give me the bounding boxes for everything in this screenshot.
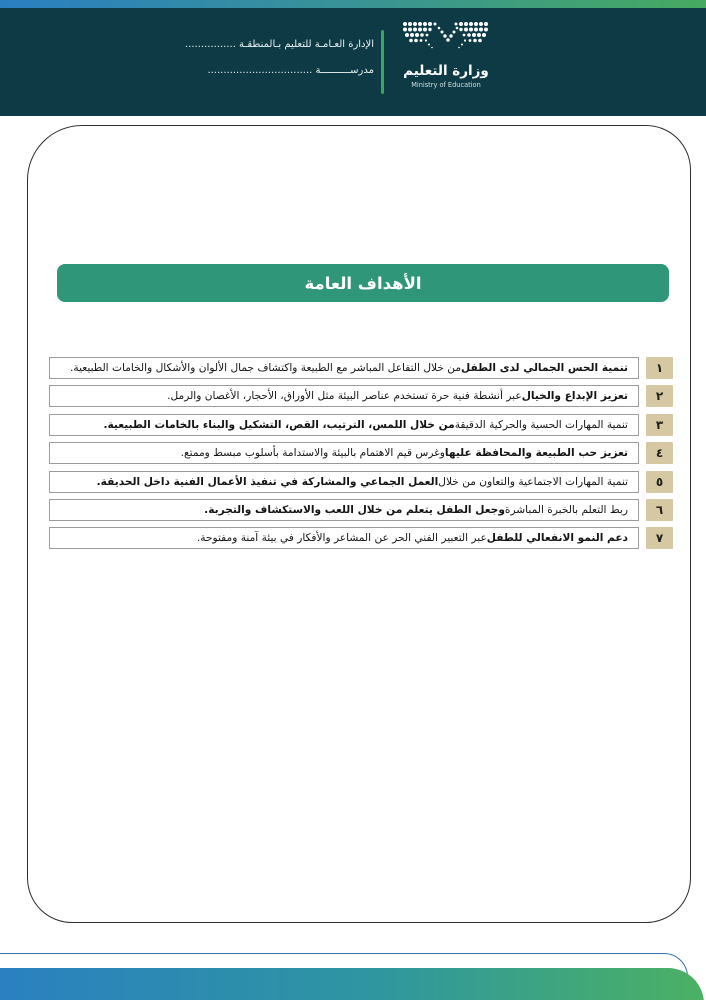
objective-text-regular: وغرس قيم الاهتمام بالبيئة والاستدامة بأسلوب مبسط وممتع. bbox=[180, 447, 445, 460]
row-number-badge: ٢ bbox=[646, 385, 673, 407]
objective-text-bold: من خلال اللمس، الترتيب، القص، التشكيل والبناء بالخامات الطبيعية. bbox=[103, 418, 455, 431]
row-number-badge: ٤ bbox=[646, 442, 673, 464]
row-number-badge: ٦ bbox=[646, 499, 673, 521]
objectives-table bbox=[49, 357, 673, 556]
objective-text-regular: عبر أنشطة فنية حرة تستخدم عناصر البيئة مثل الأوراق، الأحجار، الأغصان والرمل. bbox=[167, 390, 522, 403]
table-row bbox=[49, 385, 673, 407]
header-band bbox=[0, 8, 706, 116]
objective-text-bold: تعزيز الإبداع والخيال bbox=[521, 390, 628, 403]
objective-text-bold: دعم النمو الانفعالي للطفل bbox=[486, 532, 628, 545]
row-objective-text bbox=[49, 527, 639, 549]
table-row bbox=[49, 471, 673, 493]
table-row bbox=[49, 499, 673, 521]
section-title: الأهداف العامة bbox=[304, 273, 422, 293]
objective-text-regular: عبر التعبير الفني الحر عن المشاعر والأفكار في بيئة آمنة ومفتوحة. bbox=[196, 532, 487, 545]
row-objective-text bbox=[49, 414, 639, 436]
table-row bbox=[49, 357, 673, 379]
objective-text-regular: تنمية المهارات الحسية والحركية الدقيقة bbox=[454, 418, 628, 431]
header-administration-block bbox=[130, 32, 374, 84]
row-objective-text bbox=[49, 499, 639, 521]
row-objective-text bbox=[49, 357, 639, 379]
school-line: مدرســــــــــة ................................. bbox=[207, 65, 374, 76]
ministry-name-arabic: وزارة التعليم bbox=[403, 63, 489, 79]
bottom-gradient-bar bbox=[0, 968, 704, 1000]
row-number-badge: ٣ bbox=[646, 414, 673, 436]
administration-line: الإدارة العـامـة للتعليم بـالمنطقـة ................ bbox=[185, 39, 374, 50]
logo-accent-line bbox=[381, 30, 384, 94]
row-objective-text bbox=[49, 385, 639, 407]
objective-text-regular: ربط التعلم بالخبرة المباشرة bbox=[504, 503, 628, 516]
ministry-logo-dots-icon bbox=[402, 21, 490, 61]
table-row bbox=[49, 527, 673, 549]
objective-text-bold: العمل الجماعي والمشاركة في تنفيذ الأعمال الفنية داخل الحديقة. bbox=[96, 475, 439, 488]
objective-text-bold: وجعل الطفل يتعلم من خلال اللعب والاستكشاف والتجربة. bbox=[204, 503, 505, 516]
table-row bbox=[49, 442, 673, 464]
ministry-name-english: Ministry of Education bbox=[411, 81, 481, 89]
objective-text-regular: من خلال التفاعل المباشر مع الطبيعة واكتشاف جمال الألوان والأشكال والخامات الطبيعية. bbox=[70, 362, 462, 374]
table-row bbox=[49, 414, 673, 436]
objective-text-bold: تنمية الحس الجمالي لدى الطفل bbox=[461, 362, 628, 374]
row-number-badge: ١ bbox=[646, 357, 673, 379]
objective-text-regular: تنمية المهارات الاجتماعية والتعاون من خلال bbox=[438, 475, 628, 488]
row-objective-text bbox=[49, 471, 639, 493]
section-title-banner bbox=[57, 264, 669, 302]
ministry-logo bbox=[398, 21, 494, 90]
row-objective-text bbox=[49, 442, 639, 464]
row-number-badge: ٧ bbox=[646, 527, 673, 549]
row-number-badge: ٥ bbox=[646, 471, 673, 493]
objective-text-bold: تعزيز حب الطبيعة والمحافظة عليها bbox=[444, 447, 628, 460]
